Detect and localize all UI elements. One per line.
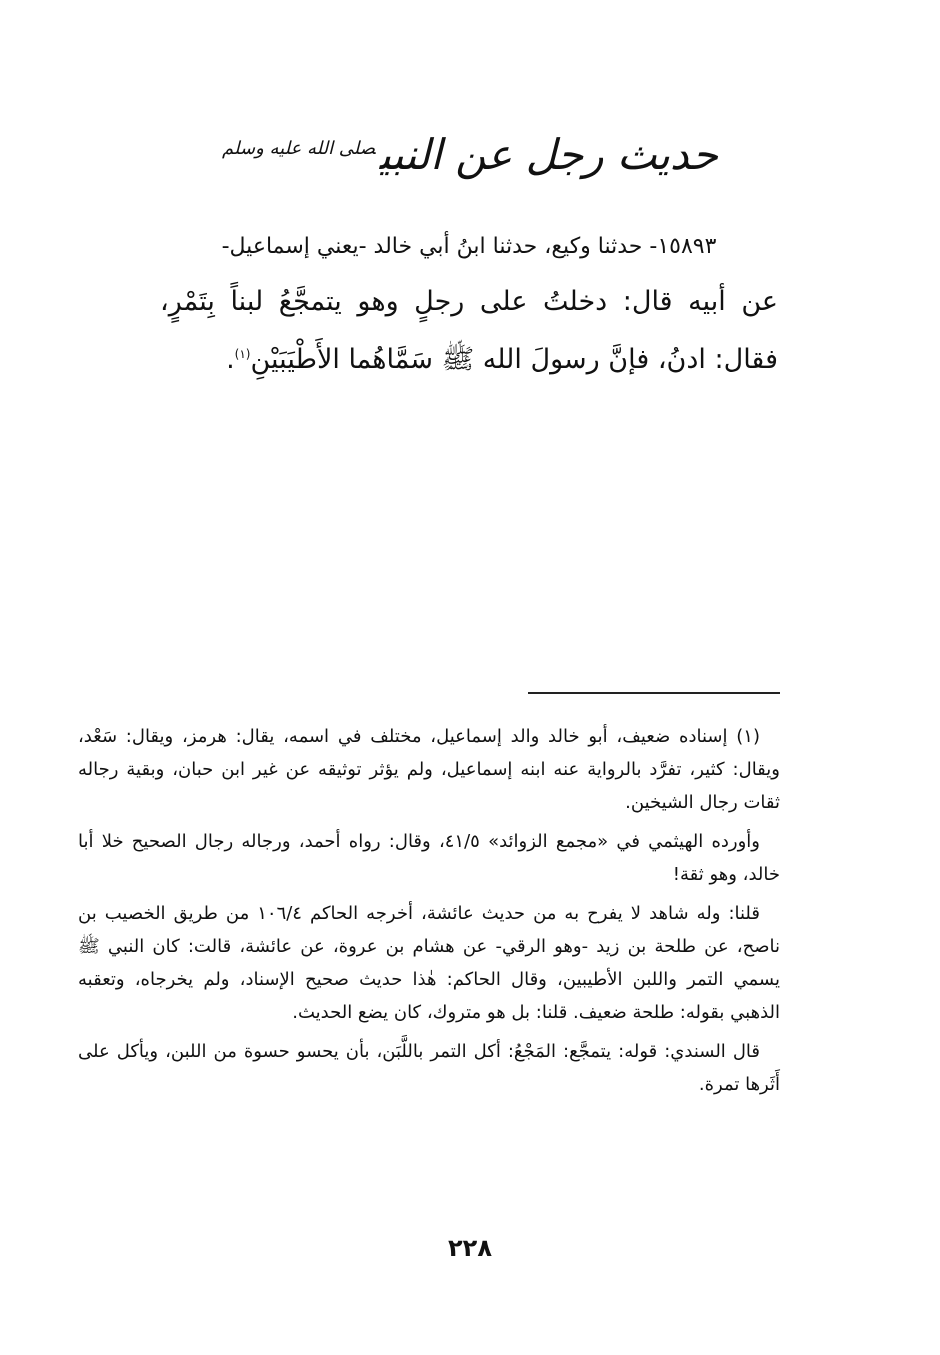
footnotes <box>78 720 780 1107</box>
salutation-honorific: صلى الله عليه وسلم <box>222 138 376 159</box>
chapter-title-text: حديث رجل عن النبي <box>379 130 718 179</box>
footnote-separator <box>528 692 780 694</box>
hadith-text <box>160 228 778 386</box>
footnote-paragraph: قال السندي: قوله: يتمجَّع: المَجْعُ: أكل التمر باللَّبَن، بأن يحسو حسوة من اللبن، ويأكل على أَثَرها تمرة. <box>78 1041 780 1095</box>
hadith-isnad: ١٥٨٩٣- حدثنا وكيع، حدثنا ابنُ أبي خالد -يعني إسماعيل- <box>221 234 717 259</box>
footnote-paragraph: قلنا: وله شاهد لا يفرح به من حديث عائشة، أخرجه الحاكم ١٠٦/٤ من طريق الخصيب بن ناصح، عن طلحة بن زيد -وهو الرقي- عن هشام بن عروة، عن عائشة، قالت: كان النبي ﷺ يسمي التمر واللبن الأطيبين، وقال الحاكم: هٰذا حديث صحيح الإسناد، ولم يخرجاه، وتعقبه الذهبي بقوله: طلحة ضعيف. قلنا: بل هو متروك، كان يضع الحديث. <box>78 903 780 1023</box>
footnote-reference: (١) <box>234 347 251 361</box>
hadith-matn-paragraph <box>160 276 778 386</box>
footnote-paragraph: (١) إسناده ضعيف، أبو خالد والد إسماعيل، مختلف في اسمه، يقال: هرمز، ويقال: سَعْد، ويقال: كثير، تفرَّد بالرواية عنه ابنه إسماعيل، ولم يؤثر توثيقه عن غير ابن حبان، وبقية رجاله ثقات رجال الشيخين. <box>78 726 780 813</box>
hadith-end-mark: . <box>226 344 235 375</box>
page-number: ٢٢٨ <box>448 1234 492 1262</box>
footnote-paragraph: وأورده الهيثمي في «مجمع الزوائد» ٤١/٥، وقال: رواه أحمد، ورجاله رجال الصحيح خلا أبا خالد، وهو ثقة! <box>78 831 780 885</box>
chapter-title <box>200 130 740 180</box>
hadith-matn: عن أبيه قال: دخلتُ على رجلٍ وهو يتمجَّعُ لبناً بِتَمْرٍ، فقال: ادنُ، فإنَّ رسولَ الله ﷺ سَمَّاهُما الأَطْيَبَيْنِ <box>160 286 778 375</box>
